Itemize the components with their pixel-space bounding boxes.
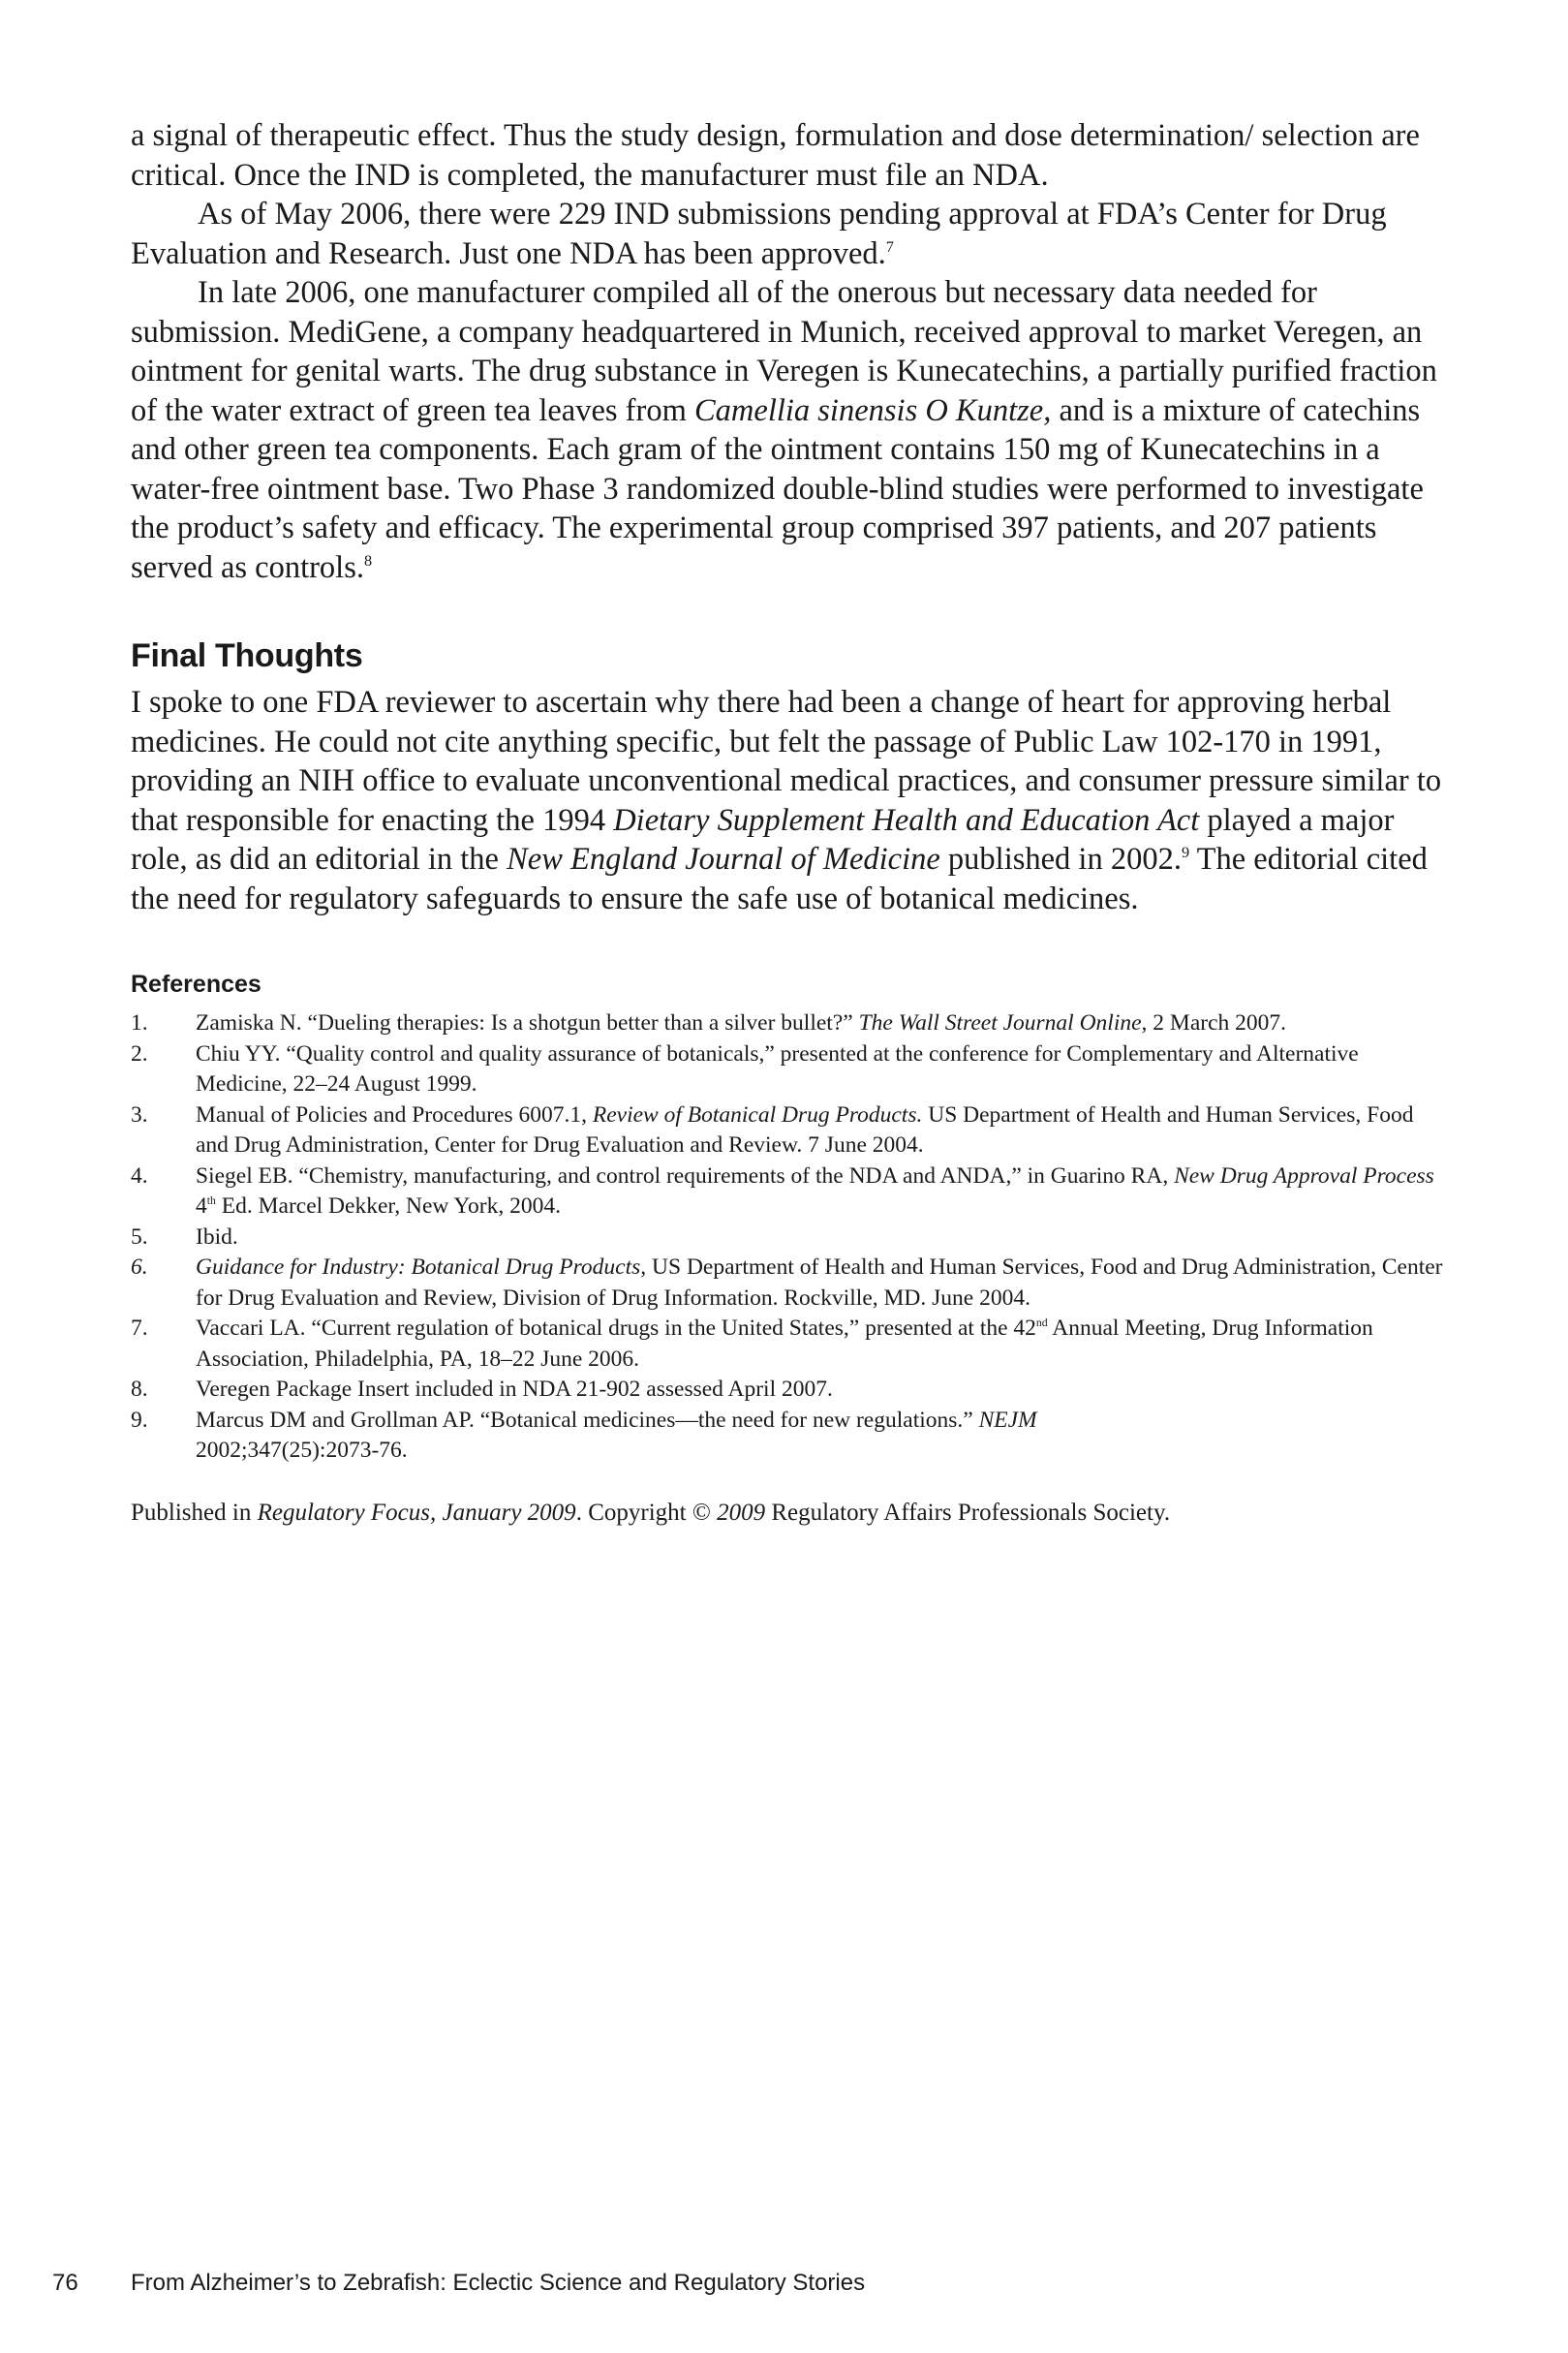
paragraph-3-text-a: In late 2006, one manufacturer compiled all of the onerous but necessary data needed for submission. MediGene, a company headquartered in Munich, received approval to market Veregen, an ointment for genital warts. The drug substance in Veregen is Kunecatechins, a partially purified fraction of the water extract of green tea leaves from <box>131 275 1437 428</box>
ref-sup: nd <box>1035 1316 1048 1330</box>
page-footer <box>52 2270 865 2297</box>
final-thoughts-heading: Final Thoughts <box>131 637 363 674</box>
pub-text-b: . Copyright © <box>575 1499 711 1526</box>
pub-source: Regulatory Focus, January 2009 <box>257 1499 576 1526</box>
ref-text-b: US Department of Health and Human Services, Food and Drug Administration, Center for Drug Evaluation and Review. 7 June 2004. <box>196 1101 1414 1158</box>
ref-number: 7. <box>131 1316 148 1341</box>
reference-item <box>131 1314 1448 1375</box>
ref-number: 9. <box>131 1407 148 1433</box>
final-thoughts-paragraph <box>131 683 1448 918</box>
ft-text-d: The editorial cited the need for regulatory safeguards to ensure the safe use of botanical medicines. <box>131 842 1428 916</box>
reference-item <box>131 1039 1448 1100</box>
ref-number: 5. <box>131 1223 148 1250</box>
species-name: Camellia sinensis O Kuntze, <box>694 392 1052 428</box>
ref-number: 4. <box>131 1162 148 1189</box>
page-number: 76 <box>52 2270 78 2296</box>
ref-number: 6. <box>131 1254 148 1280</box>
paragraph-1 <box>131 116 1448 195</box>
references-heading: References <box>131 971 261 998</box>
ft-text-a: I spoke to one FDA reviewer to ascertain why there had been a change of heart for approving herbal medicines. He could not cite anything specific, but felt the passage of Public Law 102-170 in 1991, providing an NIH office to evaluate unconventional medical practices, and consumer pressure similar to that responsible for enacting the 1994 <box>131 685 1442 838</box>
journal-title: New England Journal of Medicine <box>507 842 940 877</box>
reference-item <box>131 1223 1448 1254</box>
reference-item <box>131 1100 1448 1161</box>
ref-text: Chiu YY. “Quality control and quality assurance of botanicals,” presented at the conference for Complementary and Alternative Medicine, 22–24 August 1999. <box>196 1040 1359 1097</box>
ref-text: Zamiska N. “Dueling therapies: Is a shotgun better than a silver bullet?” <box>196 1010 853 1036</box>
publication-note <box>131 1500 1448 1527</box>
paragraph-3-text-b: and is a mixture of catechins and other green tea components. Each gram of the ointment contains 150 mg of Kunecatechins in a water-free ointment base. Two Phase 3 randomized double-blind studies were performed to investigate the product’s safety and efficacy. The experimental group comprised 397 patients, and 207 patients served as controls. <box>131 392 1424 585</box>
reference-item <box>131 1161 1448 1223</box>
reference-item <box>131 1008 1448 1039</box>
ref-edition: 4 <box>196 1193 207 1219</box>
ref-italic: The Wall Street Journal Online <box>858 1010 1142 1036</box>
reference-item <box>131 1375 1448 1406</box>
footnote-ref-9: 9 <box>1181 844 1190 862</box>
book-title: From Alzheimer’s to Zebrafish: Eclectic Science and Regulatory Stories <box>131 2270 866 2296</box>
ft-text-b: played a major role, as did an editorial in the <box>131 802 1395 877</box>
ref-text: Ibid. <box>196 1223 238 1250</box>
paragraph-2-text: As of May 2006, there were 229 IND submissions pending approval at FDA’s Center for Drug Evaluation and Research. Just one NDA has been approved. <box>131 197 1387 271</box>
pub-year: 2009 <box>717 1499 766 1526</box>
reference-item <box>131 1406 1448 1467</box>
ref-italic: Guidance for Industry: Botanical Drug Products <box>196 1254 641 1280</box>
ref-text: Siegel EB. “Chemistry, manufacturing, and control requirements of the NDA and ANDA,” in Guarino RA, <box>196 1162 1169 1189</box>
footnote-ref-7: 7 <box>885 237 894 256</box>
page-content <box>131 116 1448 1551</box>
ref-number: 2. <box>131 1040 148 1067</box>
ref-italic: NEJM <box>978 1407 1037 1433</box>
footnote-ref-8: 8 <box>363 551 373 570</box>
pub-text-a: Published in <box>131 1499 252 1526</box>
ref-text-b: Annual Meeting, Drug Information Association, Philadelphia, PA, 18–22 June 2006. <box>196 1316 1373 1372</box>
final-thoughts-body <box>131 683 1448 918</box>
ft-text-c: published in 2002. <box>947 842 1182 877</box>
ref-text: Veregen Package Insert included in NDA 21-902 assessed April 2007. <box>196 1377 833 1402</box>
act-title: Dietary Supplement Health and Education Act <box>613 802 1200 838</box>
ref-text: Manual of Policies and Procedures 6007.1, <box>196 1101 587 1128</box>
references-list <box>131 1008 1448 1467</box>
ref-number: 1. <box>131 1010 148 1036</box>
paragraph-1-text: a signal of therapeutic effect. Thus the study design, formulation and dose determination/ selection are critical. Once the IND is completed, the manufacturer must file an NDA. <box>131 118 1420 193</box>
ref-text: Marcus DM and Grollman AP. “Botanical medicines—the need for new regulations.” <box>196 1407 973 1433</box>
ref-text-b: Ed. Marcel Dekker, New York, 2004. <box>221 1193 561 1219</box>
pub-text-c: Regulatory Affairs Professionals Society. <box>771 1499 1171 1526</box>
ref-number: 8. <box>131 1377 148 1402</box>
reference-item <box>131 1253 1448 1314</box>
ref-italic: Review of Botanical Drug Products. <box>592 1101 923 1128</box>
ref-text-b: , 2 March 2007. <box>1141 1010 1287 1036</box>
ref-text-b: 2002;347(25):2073-76. <box>196 1438 408 1463</box>
article-body <box>131 116 1448 587</box>
ref-italic: New Drug Approval Process <box>1174 1162 1434 1189</box>
ref-text: Vaccari LA. “Current regulation of botanical drugs in the United States,” presented at the 42 <box>196 1316 1036 1341</box>
ref-sup: th <box>206 1194 216 1208</box>
ref-text-b: , US Department of Health and Human Services, Food and Drug Administration, Center for Drug Evaluation and Review, Division of Drug Information. Rockville, MD. June 2004. <box>196 1254 1443 1311</box>
paragraph-2 <box>131 195 1448 273</box>
paragraph-3 <box>131 273 1448 587</box>
ref-number: 3. <box>131 1101 148 1128</box>
